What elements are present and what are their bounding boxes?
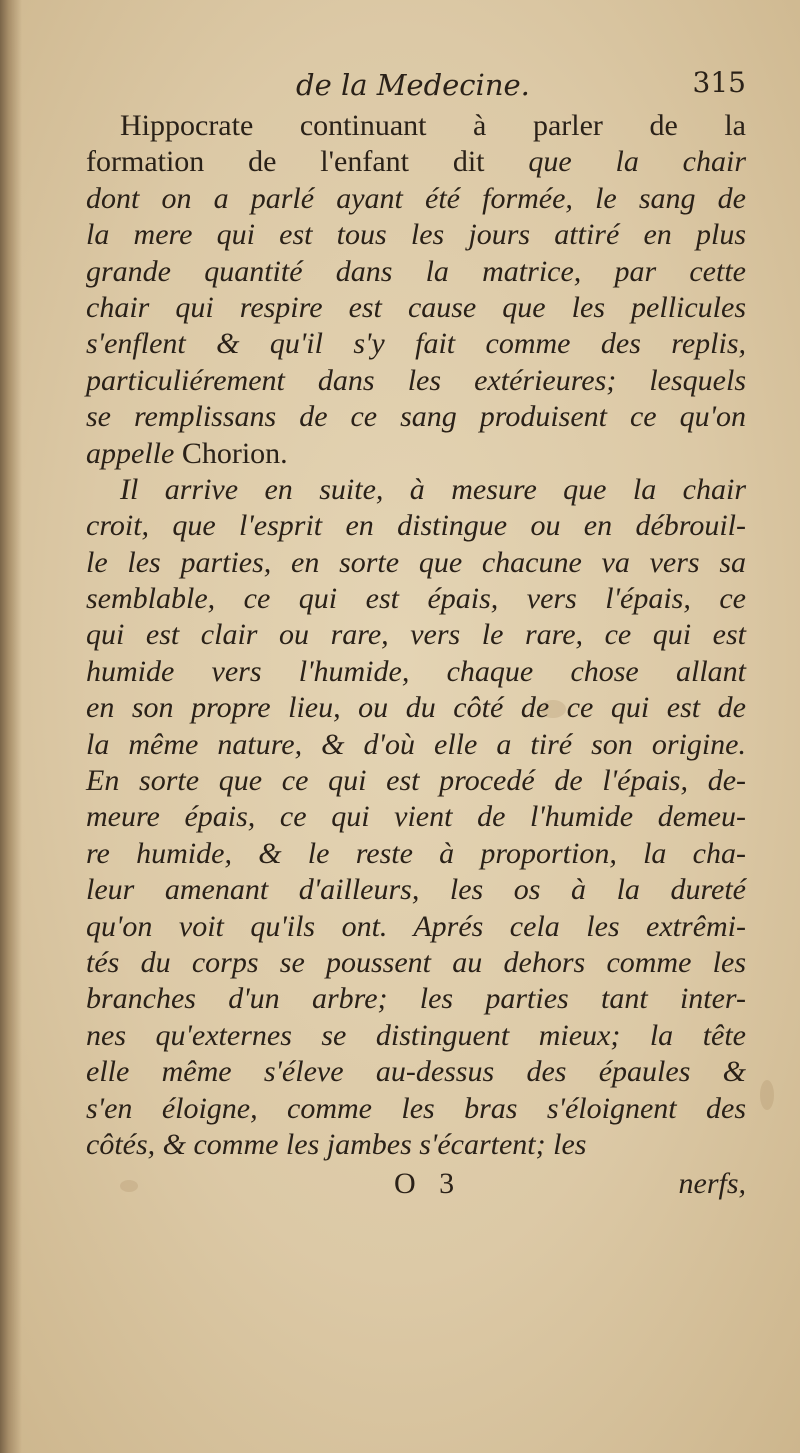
text-run: branches d'un arbre; les parties tant inter- [86,982,746,1016]
text-line [86,545,746,581]
text-line [86,326,746,362]
text-run: formation de l'enfant dit [86,145,529,179]
page-spine-shadow [0,0,22,1453]
text-line [86,144,746,180]
text-run: côtés, & comme les jambes s'écartent; les [86,1127,587,1161]
text-line [86,909,746,945]
text-line [86,981,746,1017]
text-run: nes qu'externes se distinguent mieux; la tête [86,1018,746,1052]
text-line [86,945,746,981]
text-line [86,1127,746,1163]
text-line [86,763,746,799]
text-line [86,727,746,763]
text-line [86,363,746,399]
text-line [86,690,746,726]
text-block [86,62,746,1205]
text-line [86,217,746,253]
text-line [86,508,746,544]
foxing-stain [760,1080,774,1110]
text-line [86,836,746,872]
text-run: humide vers l'humide, chaque chose allant [86,654,746,688]
text-run: tés du corps se poussent au dehors comme les [86,945,746,979]
text-line [86,472,746,508]
text-run: re humide, & le reste à proportion, la cha- [86,836,746,870]
text-line [86,181,746,217]
text-run: semblable, ce qui est épais, vers l'épais, ce [86,582,746,616]
text-run: qui est clair ou rare, vers le rare, ce qui est [86,618,746,652]
text-run: meure épais, ce qui vient de l'humide demeu- [86,800,746,834]
text-run: s'enflent & qu'il s'y fait comme des replis, [86,327,746,361]
text-run: croit, que l'esprit en distingue ou en débrouil- [86,509,746,543]
catchword: nerfs, [678,1167,746,1201]
text-run: se remplissans de ce sang produisent ce qu'on [86,400,746,434]
text-run: le les parties, en sorte que chacune va vers sa [86,545,746,579]
text-run: la même nature, & d'où elle a tiré son origine. [86,727,746,761]
text-run: elle même s'éleve au-dessus des épaules & [86,1055,746,1089]
text-run: s'en éloigne, comme les bras s'éloignent des [86,1091,746,1125]
running-head [86,62,746,108]
text-line [86,1018,746,1054]
page-number: 315 [692,66,746,99]
text-run: grande quantité dans la matrice, par cette [86,254,746,288]
text-run: appelle [86,436,182,470]
signature-mark: O 3 [394,1167,463,1201]
text-line [86,1091,746,1127]
text-run: la mere qui est tous les jours attiré en plus [86,218,746,252]
text-line [86,399,746,435]
text-run: en son propre lieu, ou du côté de ce qui est de [86,691,746,725]
text-line [86,654,746,690]
text-run: qu'on voit qu'ils ont. Aprés cela les extrêmi- [86,909,746,943]
text-run: particuliérement dans les extérieures; lesquels [86,363,746,397]
text-line [86,872,746,908]
text-line [86,254,746,290]
text-line [86,799,746,835]
text-run: Chorion. [181,436,288,470]
page-footer [86,1165,746,1205]
paragraph [86,108,746,472]
text-run: Hippocrate continuant à parler de la [120,109,746,142]
text-line [86,581,746,617]
text-run: leur amenant d'ailleurs, les os à la dureté [86,873,746,907]
text-line [86,108,746,144]
text-run: dont on a parlé ayant été formée, le sang de [86,181,746,215]
text-run: chair qui respire est cause que les pellicules [86,290,746,324]
paragraph [86,472,746,1163]
text-run: que la chair [528,145,746,179]
running-title: de la Medecine. [296,68,530,102]
text-run: Il arrive en suite, à mesure que la chair [120,472,746,506]
body-text [86,108,746,1163]
text-line [86,436,746,472]
text-line [86,617,746,653]
text-run: En sorte que ce qui est procedé de l'épais, de- [86,764,746,798]
text-line [86,1054,746,1090]
text-line [86,290,746,326]
